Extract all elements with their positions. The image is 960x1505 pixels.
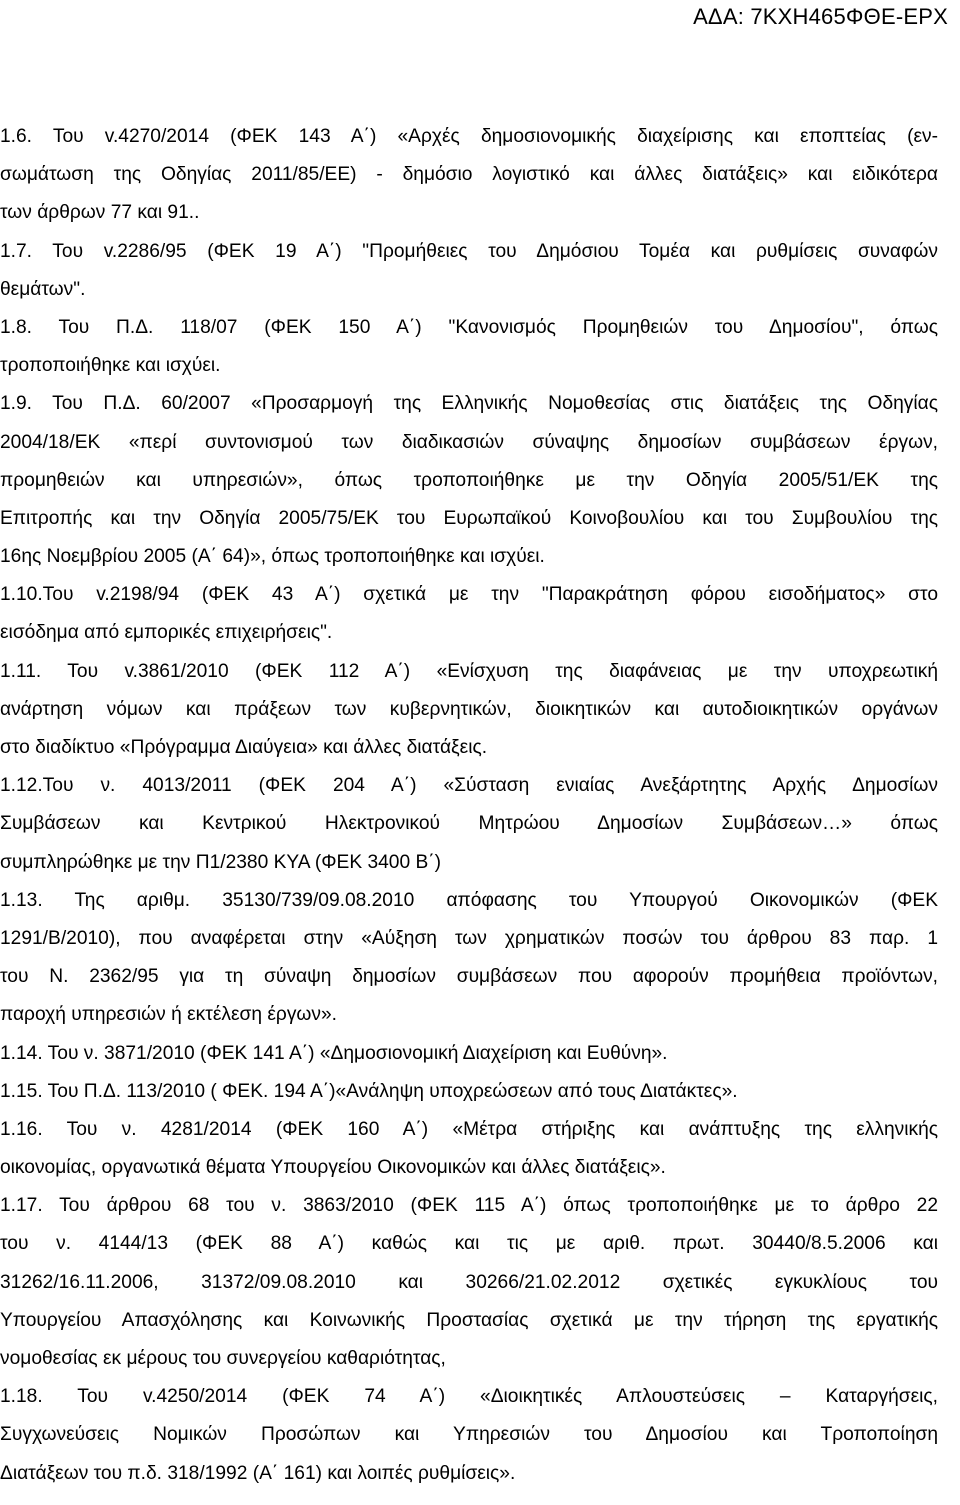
ada-code-header: ΑΔΑ: 7ΚΧΗ465ΦΘΕ-ΕΡΧ bbox=[693, 4, 948, 29]
document-text-line: ανάρτηση νόμων και πράξεων των κυβερνητικών, διοικητικών και αυτοδιοικητικών οργάνων bbox=[0, 698, 938, 720]
document-text-line: 1.11. Του v.3861/2010 (ΦΕΚ 112 Α΄) «Ενίσχυση της διαφάνειας με την υποχρεωτική bbox=[0, 660, 938, 682]
document-text-line: Συγχωνεύσεις Νομικών Προσώπων και Υπηρεσιών του Δημοσίου και Τροποποίηση bbox=[0, 1424, 938, 1446]
document-text-line: συμπληρώθηκε με την Π1/2380 ΚΥΑ (ΦΕΚ 3400 Β΄) bbox=[0, 851, 442, 873]
document-text-line: 1.14. Του ν. 3871/2010 (ΦΕΚ 141 Α΄) «Δημοσιονομική Διαχείριση και Ευθύνη». bbox=[0, 1042, 668, 1064]
document-text-line: 1.16. Του ν. 4281/2014 (ΦΕΚ 160 Α΄) «Μέτρα στήριξης και ανάπτυξης της ελληνικής bbox=[0, 1118, 938, 1140]
document-text-line: οικονομίας, οργανωτικά θέματα Υπουργείου Οικονομικών και άλλες διατάξεις». bbox=[0, 1157, 666, 1179]
document-text-line: 1.9. Του Π.Δ. 60/2007 «Προσαρμογή της Ελληνικής Νομοθεσίας στις διατάξεις της Οδηγίας bbox=[0, 393, 938, 415]
document-text-line: Διατάξεων του π.δ. 318/1992 (Α΄ 161) και λοιπές ρυθμίσεις». bbox=[0, 1462, 516, 1484]
document-text-line: προμηθειών και υπηρεσιών», όπως τροποποιήθηκε με την Οδηγία 2005/51/ΕΚ της bbox=[0, 469, 938, 491]
document-text-line: στο διαδίκτυο «Πρόγραμμα Διαύγεια» και άλλες διατάξεις. bbox=[0, 737, 488, 758]
document-text-line: 1.15. Του Π.Δ. 113/2010 ( ΦΕΚ. 194 Α΄)«Ανάληψη υποχρεώσεων από τους Διατάκτες». bbox=[0, 1080, 738, 1102]
document-text-line: του ν. 4144/13 (ΦΕΚ 88 Α΄) καθώς και τις με αριθ. πρωτ. 30440/8.5.2006 και bbox=[0, 1233, 938, 1255]
document-text-line: 31262/16.11.2006, 31372/09.08.2010 και 30266/21.02.2012 σχετικές εγκυκλίους του bbox=[0, 1271, 938, 1293]
document-text-line: τροποποιήθηκε και ισχύει. bbox=[0, 355, 221, 377]
document-text-line: 1.6. Του v.4270/2014 (ΦΕΚ 143 Α΄) «Αρχές δημοσιονομικής διαχείρισης και εποπτείας (εν- bbox=[0, 126, 938, 147]
document-text-line: σωμάτωση της Οδηγίας 2011/85/ΕΕ) - δημόσιο λογιστικό και άλλες διατάξεις» και ειδικότερα bbox=[0, 164, 938, 186]
document-text-line: παροχή υπηρεσιών ή εκτέλεση έργων». bbox=[0, 1004, 337, 1026]
document-text-line: νομοθεσίας εκ μέρους του συνεργείου καθαριότητας, bbox=[0, 1348, 446, 1369]
document-text-line: 1.8. Του Π.Δ. 118/07 (ΦΕΚ 150 Α΄) "Κανονισμός Προμηθειών του Δημοσίου", όπως bbox=[0, 316, 938, 338]
document-text-line: Συμβάσεων και Κεντρικού Ηλεκτρονικού Μητρώου Δημοσίων Συμβάσεων…» όπως bbox=[0, 813, 938, 835]
document-text-line: Επιτροπής και την Οδηγία 2005/75/ΕΚ του Ευρωπαϊκού Κοινοβουλίου και του Συμβουλίου της bbox=[0, 507, 938, 529]
document-text-line: 1.17. Του άρθρου 68 του ν. 3863/2010 (ΦΕΚ 115 Α΄) όπως τροποποιήθηκε με το άρθρο 22 bbox=[0, 1195, 938, 1217]
document-text-line: 16ης Νοεμβρίου 2005 (Α΄ 64)», όπως τροποποιήθηκε και ισχύει. bbox=[0, 546, 545, 568]
document-text-line: του Ν. 2362/95 για τη σύναψη δημοσίων συμβάσεων που αφορούν προμήθεια προϊόντων, bbox=[0, 966, 938, 988]
document-text-line: Υπουργείου Απασχόλησης και Κοινωνικής Προστασίας σχετικά με την τήρηση της εργατικής bbox=[0, 1309, 938, 1331]
document-text-line: 1.12.Του ν. 4013/2011 (ΦΕΚ 204 Α΄) «Σύσταση ενιαίας Ανεξάρτητης Αρχής Δημοσίων bbox=[0, 775, 938, 797]
document-text-line: 1.10.Του v.2198/94 (ΦΕΚ 43 Α΄) σχετικά με την "Παρακράτηση φόρου εισοδήματος» στο bbox=[0, 584, 938, 606]
document-text-line: εισόδημα από εμπορικές επιχειρήσεις". bbox=[0, 622, 333, 644]
document-text-line: των άρθρων 77 και 91.. bbox=[0, 202, 200, 224]
document-text-line: 1.7. Του v.2286/95 (ΦΕΚ 19 Α΄) "Προμήθειες του Δημόσιου Τομέα και ρυθμίσεις συναφών bbox=[0, 240, 938, 262]
document-body bbox=[0, 118, 938, 1493]
document-text-line: 1.13. Της αριθμ. 35130/739/09.08.2010 απόφασης του Υπουργού Οικονομικών (ΦΕΚ bbox=[0, 889, 938, 911]
document-text-line: 1291/Β/2010), που αναφέρεται στην «Αύξηση των χρηματικών ποσών του άρθρου 83 παρ. 1 bbox=[0, 927, 938, 949]
document-text-line: 1.18. Του v.4250/2014 (ΦΕΚ 74 Α΄) «Διοικητικές Απλουστεύσεις – Καταργήσεις, bbox=[0, 1386, 938, 1408]
document-text-line: 2004/18/ΕΚ «περί συντονισμού των διαδικασιών σύναψης δημοσίων συμβάσεων έργων, bbox=[0, 431, 938, 453]
document-text-line: θεμάτων". bbox=[0, 278, 86, 300]
